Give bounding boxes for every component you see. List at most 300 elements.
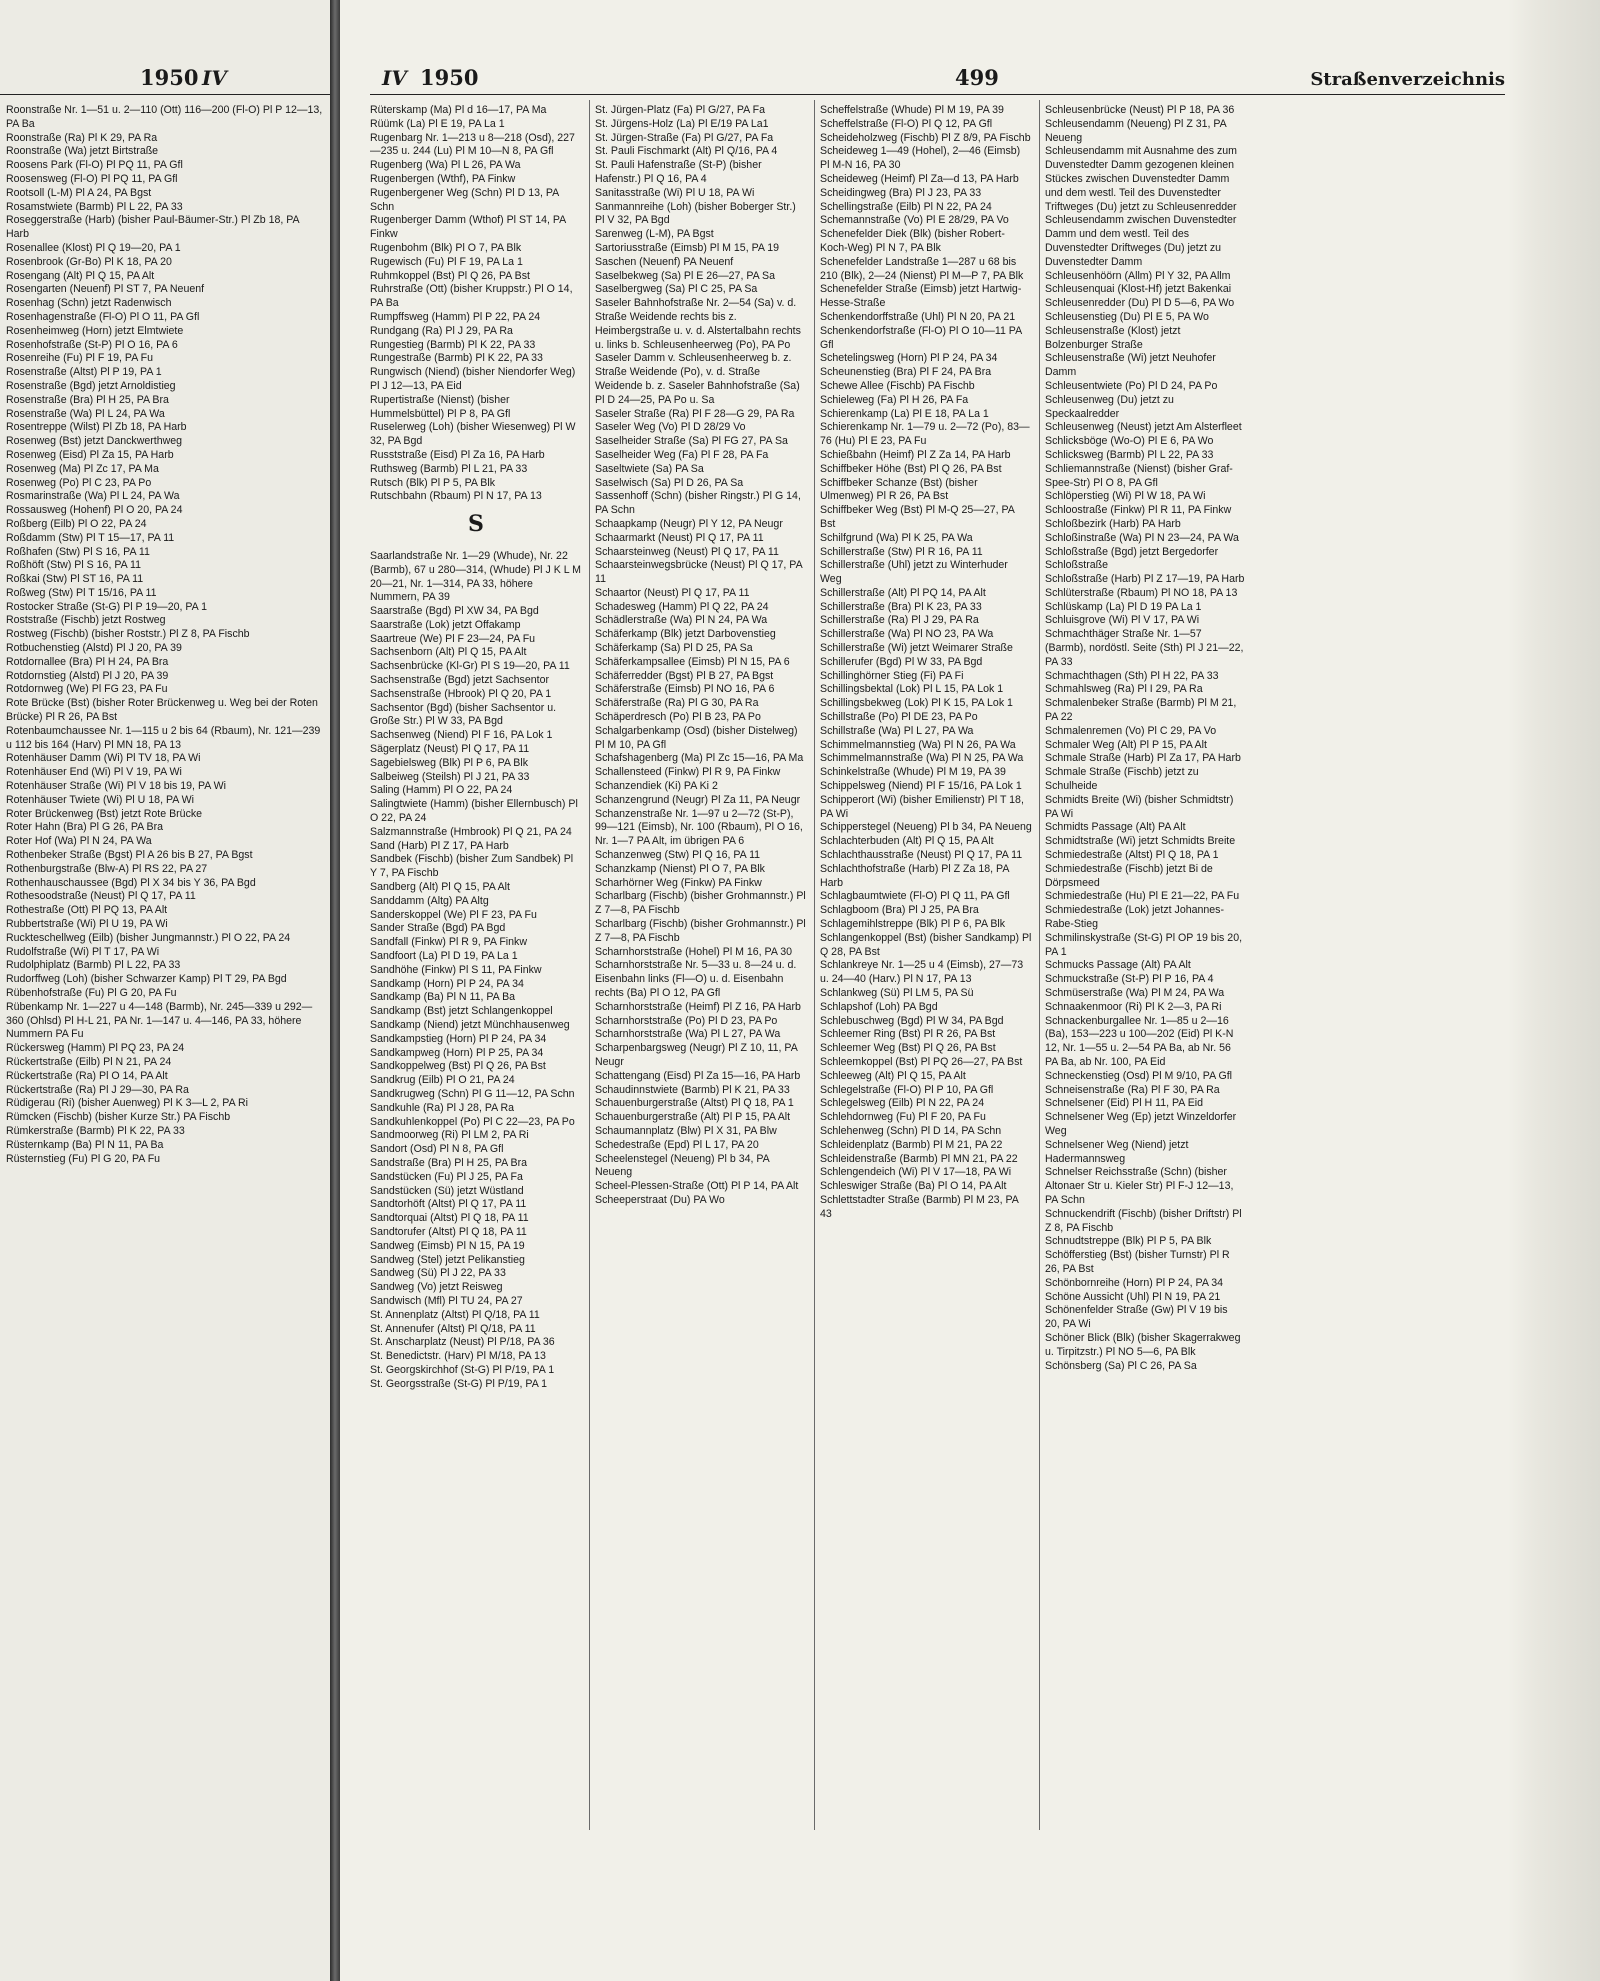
street-entry: Schlagbaumtwiete (Fl-O) Pl Q 11, PA Gfl [820, 890, 1010, 903]
street-entry: Sandtorhöft (Altst) Pl Q 17, PA 11 [370, 1198, 527, 1211]
street-entry: Sandstücken (Sü) jetzt Wüstland [370, 1184, 524, 1197]
column-2 [595, 104, 807, 1964]
street-entry: Schleusendamm (Neueng) Pl Z 31, PA Neueng [1045, 117, 1227, 144]
street-entry: Sandfoort (La) Pl D 19, PA La 1 [370, 950, 518, 963]
street-entry: Saseler Weg (Vo) Pl D 28/29 Vo [595, 421, 746, 434]
street-entry: Schleusenstieg (Du) Pl E 5, PA Wo [1045, 310, 1209, 323]
street-entry: Scheffelstraße (Whude) Pl M 19, PA 39 [820, 104, 1004, 116]
street-entry: Sanderskoppel (We) Pl F 23, PA Fu [370, 908, 537, 921]
street-entry: Rugenberger Damm (Wthof) Pl ST 14, PA Finkw [370, 214, 566, 241]
street-entry: Rosenstraße (Bgd) jetzt Arnoldistieg [6, 379, 176, 392]
street-entry: Schetelingsweg (Horn) Pl P 24, PA 34 [820, 352, 998, 365]
street-entry: Rudolphiplatz (Barmb) Pl L 22, PA 33 [6, 959, 181, 972]
column-1-entries-r [370, 104, 582, 504]
street-entry: Schlehdornweg (Fu) Pl F 20, PA Fu [820, 1111, 986, 1124]
street-entry: Schemannstraße (Vo) Pl E 28/29, PA Vo [820, 214, 1009, 227]
street-entry: Ruthsweg (Barmb) Pl L 21, PA 33 [370, 462, 528, 475]
street-entry: Sandweg (Sü) Pl J 22, PA 33 [370, 1267, 506, 1280]
street-entry: Schloßbezirk (Harb) PA Harb [1045, 517, 1181, 530]
street-entry: Saselheider Weg (Fa) Pl F 28, PA Fa [595, 448, 769, 461]
page-title: Straßenverzeichnis [1310, 69, 1505, 90]
street-entry: Schellingstraße (Eilb) Pl N 22, PA 24 [820, 200, 992, 213]
street-entry: Rugewisch (Fu) Pl F 19, PA La 1 [370, 255, 523, 268]
street-entry: Scharnhorststraße (Hohel) Pl M 16, PA 30 [595, 945, 793, 958]
street-entry: Rootsoll (L-M) Pl A 24, PA Bgst [6, 186, 152, 199]
street-entry: Rotenhäuser Straße (Wi) Pl V 18 bis 19, PA Wi [6, 780, 227, 793]
street-entry: Schäferkamp (Blk) jetzt Darbovenstieg [595, 628, 776, 641]
street-entry: Schmucks Passage (Alt) PA Alt [1045, 959, 1191, 972]
street-entry: Rüsternstieg (Fu) Pl G 20, PA Fu [6, 1152, 161, 1165]
street-entry: Schönsberg (Sa) Pl C 26, PA Sa [1045, 1359, 1197, 1372]
street-entry: Rüterskamp (Ma) Pl d 16—17, PA Ma [370, 104, 547, 116]
street-entry: Rutschbahn (Rbaum) Pl N 17, PA 13 [370, 490, 542, 503]
street-entry: Saartreue (We) Pl F 23—24, PA Fu [370, 632, 536, 645]
street-entry: Scheideholzweg (Fischb) Pl Z 8/9, PA Fischb [820, 131, 1031, 144]
street-entry: Rotenhäuser End (Wi) Pl V 19, PA Wi [6, 766, 182, 779]
street-entry: Schaartor (Neust) Pl Q 17, PA 11 [595, 586, 750, 599]
street-entry: Schloßinstraße (Wa) Pl N 23—24, PA Wa [1045, 531, 1239, 544]
street-entry: Schedestraße (Epd) Pl L 17, PA 20 [595, 1138, 759, 1151]
street-entry: Schieleweg (Fa) Pl H 26, PA Fa [820, 393, 969, 406]
street-entry: Sandstücken (Fu) Pl J 25, PA Fa [370, 1170, 523, 1183]
street-entry: Schneisenstraße (Ra) Pl F 30, PA Ra [1045, 1083, 1220, 1096]
street-entry: Schinkelstraße (Whude) Pl M 19, PA 39 [820, 766, 1006, 779]
street-entry: Rüümk (La) Pl E 19, PA La 1 [370, 117, 505, 130]
street-entry: Schloßstraße (Harb) Pl Z 17—19, PA Harb [1045, 573, 1245, 586]
street-entry: Scharlbarg (Fischb) (bisher Grohmannstr.) Pl Z 7—8, PA Fischb [595, 890, 806, 917]
street-entry: Ruckteschellweg (Eilb) (bisher Jungmannstr.) Pl O 22, PA 24 [6, 931, 291, 944]
street-entry: Schlicksböge (Wo-O) Pl E 6, PA Wo [1045, 435, 1214, 448]
street-entry: Sachsenborn (Alt) Pl Q 15, PA Alt [370, 646, 527, 659]
street-entry: Ruhrstraße (Ott) (bisher Kruppstr.) Pl O 14, PA Ba [370, 283, 573, 310]
street-entry: Sandkamp (Horn) Pl P 24, PA 34 [370, 977, 524, 990]
street-entry: Rothesoodstraße (Neust) Pl Q 17, PA 11 [6, 890, 196, 903]
street-entry: Rosenweg (Po) Pl C 23, PA Po [6, 476, 152, 489]
street-entry: Schillerstraße (Bra) Pl K 23, PA 33 [820, 600, 982, 613]
street-entry: St. Jürgens-Holz (La) Pl E/19 PA La1 [595, 117, 769, 130]
left-page [0, 0, 330, 1981]
street-entry: Rotenhäuser Damm (Wi) Pl TV 18, PA Wi [6, 752, 201, 765]
column-3 [820, 104, 1032, 1964]
street-entry: Roßkai (Stw) Pl ST 16, PA 11 [6, 573, 144, 586]
street-entry: Saselwisch (Sa) Pl D 26, PA Sa [595, 476, 744, 489]
street-entry: Schöner Blick (Blk) (bisher Skagerrakweg u. Tirpitzstr.) Pl NO 5—6, PA Blk [1045, 1331, 1241, 1358]
street-entry: Schnackenburgallee Nr. 1—85 u 2—16 (Ba), 153—223 u 100—202 (Eid) Pl K-N 12, Nr. 1—55 u. 2—54 PA Ba, ab Nr. 56 PA Ba, ab Nr. 100, PA Eid [1045, 1014, 1234, 1068]
street-entry: Sachsenbrücke (Kl-Gr) Pl S 19—20, PA 11 [370, 660, 570, 673]
street-entry: Schmüserstraße (Wa) Pl M 24, PA Wa [1045, 987, 1225, 999]
street-entry: Schafshagenberg (Ma) Pl Zc 15—16, PA Ma [595, 752, 804, 765]
street-entry: Schanzendiek (Ki) PA Ki 2 [595, 780, 718, 793]
street-entry: Schlöperstieg (Wi) Pl W 18, PA Wi [1045, 490, 1206, 503]
street-entry: Roßberg (Eilb) Pl O 22, PA 24 [6, 517, 147, 530]
street-entry: Schleidenstraße (Barmb) Pl MN 21, PA 22 [820, 1152, 1018, 1165]
street-entry: Sachsenstraße (Bgd) jetzt Sachsentor [370, 674, 550, 687]
street-entry: Schimmelmannstieg (Wa) Pl N 26, PA Wa [820, 738, 1016, 751]
street-entry: Rosengarten (Neuenf) Pl ST 7, PA Neuenf [6, 283, 205, 296]
street-entry: Roseggerstraße (Harb) (bisher Paul-Bäumer-Str.) Pl Zb 18, PA Harb [6, 214, 300, 241]
street-entry: Schlettstadter Straße (Barmb) Pl M 23, PA 43 [820, 1193, 1019, 1220]
street-entry: Schillingsbektal (Lok) Pl L 15, PA Lok 1 [820, 683, 1004, 696]
street-entry: Schanzenweg (Stw) Pl Q 16, PA 11 [595, 849, 761, 862]
street-entry: Schleemkoppel (Bst) Pl PQ 26—27, PA Bst [820, 1055, 1023, 1068]
street-entry: Rosenbrook (Gr-Bo) Pl K 18, PA 20 [6, 255, 172, 268]
street-entry: Schauenburgerstraße (Altst) Pl Q 18, PA 1 [595, 1097, 794, 1110]
street-entry: Schloostraße (Finkw) Pl R 11, PA Finkw [1045, 504, 1232, 517]
street-entry: Schloßstraße (Bgd) jetzt Bergedorfer Schloßstraße [1045, 545, 1219, 572]
street-entry: Schillerufer (Bgd) Pl W 33, PA Bgd [820, 655, 983, 668]
street-entry: Schädlerstraße (Wa) Pl N 24, PA Wa [595, 614, 768, 627]
street-entry: Rückertstraße (Ra) Pl J 29—30, PA Ra [6, 1083, 189, 1096]
street-entry: Schnelsener Weg (Ep) jetzt Winzeldorfer Weg [1045, 1111, 1237, 1137]
street-entry: Schlagemihlstreppe (Blk) Pl P 6, PA Blk [820, 918, 1006, 931]
street-entry: Schmidtstraße (Wi) jetzt Schmidts Breite [1045, 835, 1236, 848]
street-entry: Rumpffsweg (Hamm) Pl P 22, PA 24 [370, 310, 541, 323]
street-entry: Schlankweg (Sü) Pl LM 5, PA Sü [820, 987, 974, 999]
street-entry: Rossausweg (Hohenf) Pl O 20, PA 24 [6, 504, 183, 517]
street-entry: Roßweg (Stw) Pl T 15/16, PA 11 [6, 586, 157, 599]
street-entry: Rotdornstieg (Alstd) Pl J 20, PA 39 [6, 669, 169, 682]
street-entry: Schaapkamp (Neugr) Pl Y 12, PA Neugr [595, 517, 783, 530]
street-entry: Schlangenkoppel (Bst) (bisher Sandkamp) Pl Q 28, PA Bst [820, 931, 1032, 958]
street-entry: Sanitasstraße (Wi) Pl U 18, PA Wi [595, 186, 755, 199]
street-entry: Schenefelder Straße (Eimsb) jetzt Hartwig-Hesse-Straße [820, 283, 1022, 310]
street-entry: Rosenstraße (Wa) Pl L 24, PA Wa [6, 407, 165, 420]
street-entry: Rothenburgstraße (Blw-A) Pl RS 22, PA 27 [6, 862, 208, 875]
street-entry: Rübenhofstraße (Fu) Pl G 20, PA Fu [6, 987, 177, 999]
street-entry: Sandkamp (Ba) Pl N 11, PA Ba [370, 991, 516, 1004]
street-entry: Schillinghörner Stieg (Fi) PA Fi [820, 669, 964, 682]
street-entry: Schnudtstreppe (Blk) Pl P 5, PA Blk [1045, 1235, 1212, 1248]
street-entry: Sanmannreihe (Loh) (bisher Boberger Str.) Pl V 32, PA Bgd [595, 200, 796, 227]
street-entry: Sandstraße (Bra) Pl H 25, PA Bra [370, 1156, 528, 1169]
street-entry: Roonstraße (Wa) jetzt Birtstraße [6, 145, 159, 158]
street-entry: Schlehenweg (Schn) Pl D 14, PA Schn [820, 1124, 1002, 1137]
street-entry: Sandkamp (Bst) jetzt Schlangenkoppel [370, 1005, 553, 1018]
street-entry: Sanddamm (Altg) PA Altg [370, 894, 489, 907]
street-entry: Rostweg (Fischb) (bisher Roststr.) Pl Z 8, PA Fischb [6, 628, 250, 641]
street-entry: Schlachthausstraße (Neust) Pl Q 17, PA 11 [820, 849, 1023, 862]
street-entry: Saseler Straße (Ra) Pl F 28—G 29, PA Ra [595, 407, 795, 420]
street-entry: Rugenberg (Wa) Pl L 26, PA Wa [370, 159, 521, 172]
street-entry: Rosenstraße (Bra) Pl H 25, PA Bra [6, 393, 169, 406]
street-entry: Rückersweg (Hamm) Pl PQ 23, PA 24 [6, 1042, 185, 1055]
street-entry: Scheideweg 1—49 (Hohel), 2—46 (Eimsb) Pl M-N 16, PA 30 [820, 145, 1021, 172]
street-entry: Schäferkampsallee (Eimsb) Pl N 15, PA 6 [595, 655, 790, 668]
street-entry: Rosamstwiete (Barmb) Pl L 22, PA 33 [6, 200, 183, 213]
street-entry: Schleidenplatz (Barmb) Pl M 21, PA 22 [820, 1138, 1003, 1151]
street-entry: Rothestraße (Ott) Pl PQ 13, PA Alt [6, 904, 168, 917]
street-entry: Schenkendorffstraße (Uhl) Pl N 20, PA 21 [820, 310, 1016, 323]
street-entry: Schnelser Reichsstraße (Schn) (bisher Altonaer Str u. Kieler Str) Pl F-J 12—13, PA Schn [1045, 1166, 1234, 1206]
street-entry: St. Anscharplatz (Neust) Pl P/18, PA 36 [370, 1336, 555, 1349]
street-entry: Sandweg (Vo) jetzt Reisweg [370, 1281, 503, 1294]
street-entry: Rothenhauschaussee (Bgd) Pl X 34 bis Y 36, PA Bgd [6, 876, 256, 889]
street-entry: Saselheider Straße (Sa) Pl FG 27, PA Sa [595, 435, 788, 448]
street-entry: Schaarsteinweg (Neust) Pl Q 17, PA 11 [595, 545, 779, 558]
street-entry: Sandtorquai (Altst) Pl Q 18, PA 11 [370, 1212, 529, 1225]
street-entry: Rückertstraße (Eilb) Pl N 21, PA 24 [6, 1055, 172, 1068]
street-entry: Schlachterbuden (Alt) Pl Q 15, PA Alt [820, 835, 994, 848]
street-entry: Schlachthofstraße (Harb) Pl Z Za 18, PA Harb [820, 862, 1009, 889]
street-entry: Rüsternkamp (Ba) Pl N 11, PA Ba [6, 1138, 164, 1151]
street-entry: Roter Hahn (Bra) Pl G 26, PA Bra [6, 821, 164, 834]
street-entry: St. Georgskirchhof (St-G) Pl P/19, PA 1 [370, 1363, 555, 1376]
street-entry: Schleusenweg (Du) jetzt zu Speckaalredder [1045, 393, 1174, 420]
street-entry: Schleusendamm zwischen Duvenstedter Damm und dem westl. Teil des Duvenstedter Driftweges (Du) jetzt zu Duvenstedter Damm [1045, 214, 1237, 268]
street-entry: Schaudinnstwiete (Barmb) Pl K 21, PA 33 [595, 1083, 790, 1096]
left-page-header [0, 58, 330, 95]
street-entry: Rosenreihe (Fu) Pl F 19, PA Fu [6, 352, 153, 365]
street-entry: Schmiedestraße (Altst) Pl Q 18, PA 1 [1045, 849, 1219, 862]
street-entry: Rungestraße (Barmb) Pl K 22, PA 33 [370, 352, 543, 365]
street-entry: Sandberg (Alt) Pl Q 15, PA Alt [370, 881, 510, 894]
street-entry: Scharhörner Weg (Finkw) PA Finkw [595, 876, 762, 889]
street-entry: Roßhöft (Stw) Pl S 16, PA 11 [6, 559, 142, 572]
street-entry: Schillerstraße (Wa) Pl NO 23, PA Wa [820, 628, 994, 641]
street-entry: Sandort (Osd) Pl N 8, PA Gfl [370, 1143, 504, 1156]
street-entry: Schillingsbekweg (Lok) Pl K 15, PA Lok 1 [820, 697, 1013, 710]
street-entry: Schleusenquai (Klost-Hf) jetzt Bakenkai [1045, 283, 1232, 296]
street-entry: Schleusenstraße (Wi) jetzt Neuhofer Damm [1045, 352, 1216, 379]
street-entry: Rotdornallee (Bra) Pl H 24, PA Bra [6, 655, 169, 668]
street-entry: Ruhmkoppel (Bst) Pl Q 26, PA Bst [370, 269, 530, 282]
street-entry: Schleusendamm mit Ausnahme des zum Duvenstedter Damm gezogenen kleinen Stückes zwischen Duvenstedter Damm und dem westl. Teil des Duvenstedter Triftweges (Du) jetzt zu Schleusenredder [1045, 145, 1237, 213]
street-entry: Schewe Allee (Fischb) PA Fischb [820, 379, 975, 392]
street-entry: Schipperort (Wi) (bisher Emilienstr) Pl T 18, PA Wi [820, 793, 1024, 820]
street-entry: Sachsenweg (Niend) Pl F 16, PA Lok 1 [370, 729, 553, 742]
street-entry: Rosenweg (Eisd) Pl Za 15, PA Harb [6, 448, 174, 461]
street-entry: Schiffbeker Schanze (Bst) (bisher Ulmenweg) Pl R 26, PA Bst [820, 476, 978, 503]
street-entry: Schenefelder Diek (Blk) (bisher Robert-Koch-Weg) Pl N 7, PA Blk [820, 228, 1005, 254]
street-entry: Saseler Bahnhofstraße Nr. 2—54 (Sa) v. d. Straße Weidende rechts bis z. Heimbergstraße u. v. d. Alstertalbahn rechts u. links b. Schleusenheerweg (Po), PA Po [595, 297, 801, 351]
street-entry: Sandkampweg (Horn) Pl P 25, PA 34 [370, 1046, 544, 1059]
street-entry: Schnuckendrift (Fischb) (bisher Driftstr) Pl Z 8, PA Fischb [1045, 1207, 1242, 1234]
street-entry: Schierenkamp Nr. 1—79 u. 2—72 (Po), 83—76 (Hu) Pl E 23, PA Fu [820, 421, 1030, 448]
street-entry: Schlegelstraße (Fl-O) Pl P 10, PA Gfl [820, 1083, 994, 1096]
street-entry: Schaumannplatz (Blw) Pl X 31, PA Blw [595, 1124, 777, 1137]
street-entry: Schäferstraße (Eimsb) Pl NO 16, PA 6 [595, 683, 775, 696]
street-entry: Schäferstraße (Ra) Pl G 30, PA Ra [595, 697, 759, 710]
street-entry: Schmachthäger Straße Nr. 1—57 (Barmb), nordöstl. Seite (Sth) Pl J 21—22, PA 33 [1045, 628, 1244, 668]
street-entry: Schallensteed (Finkw) Pl R 9, PA Finkw [595, 766, 781, 779]
street-entry: Schäferkamp (Sa) Pl D 25, PA Sa [595, 642, 753, 655]
street-entry: Schmuckstraße (St-P) Pl P 16, PA 4 [1045, 973, 1214, 986]
street-entry: Schanzengrund (Neugr) Pl Za 11, PA Neugr [595, 793, 801, 806]
street-entry: Rungwisch (Niend) (bisher Niendorfer Weg) Pl J 12—13, PA Eid [370, 366, 576, 392]
street-entry: Saarstraße (Lok) jetzt Offakamp [370, 618, 521, 631]
street-entry: Schmahlsweg (Ra) Pl I 29, PA Ra [1045, 683, 1203, 696]
street-entry: Schliemannstraße (Nienst) (bisher Graf-Spee-Str) Pl O 8, PA Gfl [1045, 462, 1233, 489]
street-entry: Rosentreppe (Wilst) Pl Zb 18, PA Harb [6, 421, 187, 434]
street-entry: Schmidts Passage (Alt) PA Alt [1045, 821, 1186, 834]
street-entry: Schmale Straße (Harb) Pl Za 17, PA Harb [1045, 752, 1241, 765]
left-header-roman: IV [202, 66, 227, 90]
street-entry: Schillerstraße (Wi) jetzt Weimarer Straße [820, 642, 1013, 655]
street-entry: Sarenweg (L-M), PA Bgst [595, 228, 714, 241]
street-entry: Roßdamm (Stw) Pl T 15—17, PA 11 [6, 531, 175, 544]
street-entry: Schillstraße (Wa) Pl L 27, PA Wa [820, 724, 974, 737]
street-entry: Saselbergweg (Sa) Pl C 25, PA Sa [595, 283, 758, 296]
street-entry: Rundgang (Ra) Pl J 29, PA Ra [370, 324, 513, 337]
street-entry: Schmale Straße (Fischb) jetzt zu Schulheide [1045, 766, 1199, 793]
street-entry: Schlankreye Nr. 1—25 u 4 (Eimsb), 27—73 u. 24—40 (Harv.) Pl N 17, PA 13 [820, 959, 1024, 986]
street-entry: Rothenbeker Straße (Bgst) Pl A 26 bis B 27, PA Bgst [6, 849, 253, 862]
street-entry: Saarstraße (Bgd) Pl XW 34, PA Bgd [370, 605, 539, 618]
street-entry: Sandkoppelweg (Bst) Pl Q 26, PA Bst [370, 1060, 546, 1073]
page-number: 499 [955, 65, 999, 90]
street-entry: Schiffbeker Höhe (Bst) Pl Q 26, PA Bst [820, 462, 1002, 475]
column-divider [589, 100, 590, 1830]
street-entry: Sandweg (Eimsb) Pl N 15, PA 19 [370, 1239, 525, 1252]
street-entry: Schauenburgerstraße (Alt) Pl P 15, PA Alt [595, 1111, 791, 1124]
street-entry: St. Jürgen-Straße (Fa) Pl G/27, PA Fa [595, 131, 774, 144]
street-entry: Rusststraße (Eisd) Pl Za 16, PA Harb [370, 448, 545, 461]
street-entry: Saselbekweg (Sa) Pl E 26—27, PA Sa [595, 269, 775, 282]
street-entry: Sachsenstraße (Hbrook) Pl Q 20, PA 1 [370, 687, 552, 700]
street-entry: Rubbertstraße (Wi) Pl U 19, PA Wi [6, 918, 168, 931]
street-entry: Schleusenredder (Du) Pl D 5—6, PA Wo [1045, 297, 1235, 310]
street-entry: Schäferredder (Bgst) Pl B 27, PA Bgst [595, 669, 774, 682]
street-entry: Roonstraße (Ra) Pl K 29, PA Ra [6, 131, 158, 144]
street-entry: Scheeperstraat (Du) PA Wo [595, 1193, 725, 1206]
street-entry: Schmalenremen (Vo) Pl C 29, PA Vo [1045, 724, 1217, 737]
street-entry: Rotdornweg (We) Pl FG 23, PA Fu [6, 683, 168, 696]
street-entry: Schleusenhöörn (Allm) Pl Y 32, PA Allm [1045, 269, 1231, 282]
street-entry: Rugenbergener Weg (Schn) Pl D 13, PA Schn [370, 186, 559, 213]
street-entry: Roststraße (Fischb) jetzt Rostweg [6, 614, 166, 627]
street-entry: Sartoriusstraße (Eimsb) Pl M 15, PA 19 [595, 241, 780, 254]
street-entry: Schmalenbeker Straße (Barmb) Pl M 21, PA 22 [1045, 697, 1237, 724]
street-entry: Schlapshof (Loh) PA Bgd [820, 1000, 938, 1013]
street-entry: Rotenbaumchaussee Nr. 1—115 u 2 bis 64 (Rbaum), Nr. 121—239 u 112 bis 164 (Harv) Pl MN 18, PA 13 [6, 724, 321, 751]
book-gutter [330, 0, 340, 1981]
left-header-year: 1950 [140, 65, 199, 90]
street-entry: Schillerstraße (Ra) Pl J 29, PA Ra [820, 614, 979, 627]
street-entry: Scharnhorststraße (Heimf) Pl Z 16, PA Harb [595, 1000, 801, 1013]
street-entry: Schleswiger Straße (Ba) Pl O 14, PA Alt [820, 1180, 1007, 1193]
street-entry: St. Annenufer (Altst) Pl Q/18, PA 11 [370, 1322, 536, 1335]
street-entry: Schleusenweg (Neust) jetzt Am Alsterfleet [1045, 421, 1242, 434]
street-entry: Schillstraße (Po) Pl DE 23, PA Po [820, 711, 978, 724]
street-entry: Salzmannstraße (Hmbrook) Pl Q 21, PA 24 [370, 825, 572, 838]
street-entry: Scheel-Plessen-Straße (Ott) Pl P 14, PA Alt [595, 1180, 799, 1193]
street-entry: St. Georgsstraße (St-G) Pl P/19, PA 1 [370, 1377, 548, 1390]
street-entry: Scharpenbargsweg (Neugr) Pl Z 10, 11, PA Neugr [595, 1042, 798, 1068]
street-entry: Schanzkamp (Nienst) Pl O 7, PA Blk [595, 862, 765, 875]
street-entry: Rote Brücke (Bst) (bisher Roter Brückenweg u. Weg bei der Roten Brücke) Pl R 26, PA Bst [6, 697, 318, 724]
street-entry: Rosenstraße (Altst) Pl P 19, PA 1 [6, 366, 162, 379]
street-entry: Sandfall (Finkw) Pl R 9, PA Finkw [370, 936, 527, 949]
street-entry: Schießbahn (Heimf) Pl Z Za 14, PA Harb [820, 448, 1011, 461]
street-entry: Schlicksweg (Barmb) Pl L 22, PA 33 [1045, 448, 1214, 461]
street-entry: Rübenkamp Nr. 1—227 u 4—148 (Barmb), Nr. 245—339 u 292—360 (Ohlsd) Pl H-L 21, PA Nr. 1—147 u. 4—146, PA 33, höhere Nummern PA Fu [6, 1000, 313, 1041]
column-divider [1039, 100, 1040, 1830]
street-entry: Schnelsener Weg (Niend) jetzt Hadermannsweg [1045, 1138, 1189, 1165]
street-entry: Schäperdresch (Po) Pl B 23, PA Po [595, 711, 761, 724]
street-entry: Schönbornreihe (Horn) Pl P 24, PA 34 [1045, 1276, 1224, 1289]
street-entry: Schenkendorfstraße (Fl-O) Pl O 10—11 PA Gfl [820, 324, 1022, 351]
street-entry: Schleemer Ring (Bst) Pl R 26, PA Bst [820, 1028, 996, 1041]
street-entry: Saarlandstraße Nr. 1—29 (Whude), Nr. 22 (Barmb), 67 u 280—314, (Whude) Pl J K L M 20—21, Nr. 1—314, PA 33, höhere Nummern, PA 39 [370, 549, 581, 604]
street-entry: Sandtorufer (Altst) Pl Q 18, PA 11 [370, 1225, 527, 1238]
street-entry: Rugenbarg Nr. 1—213 u 8—218 (Osd), 227—235 u. 244 (Lu) Pl M 10—N 8, PA Gfl [370, 131, 575, 158]
right-header-year: 1950 [420, 65, 479, 90]
street-entry: Schillerstraße (Stw) Pl R 16, PA 11 [820, 545, 983, 558]
column-4 [1045, 104, 1245, 1964]
street-entry: Schiffbeker Weg (Bst) Pl M-Q 25—27, PA Bst [820, 504, 1015, 530]
street-entry: Schleemer Weg (Bst) Pl Q 26, PA Bst [820, 1042, 996, 1055]
street-entry: Rugenbohm (Blk) Pl O 7, PA Blk [370, 241, 522, 254]
street-entry: Schierenkamp (La) Pl E 18, PA La 1 [820, 407, 989, 420]
street-entry: Sand (Harb) Pl Z 17, PA Harb [370, 839, 509, 852]
street-entry: Salbeiweg (Steilsh) Pl J 21, PA 33 [370, 770, 530, 783]
street-entry: Schattengang (Eisd) Pl Za 15—16, PA Harb [595, 1069, 801, 1082]
street-entry: Schleusenbrücke (Neust) Pl P 18, PA 36 [1045, 104, 1235, 116]
street-entry: Roter Hof (Wa) Pl N 24, PA Wa [6, 835, 152, 848]
street-entry: Sandkuhle (Ra) Pl J 28, PA Ra [370, 1101, 515, 1114]
street-entry: St. Pauli Fischmarkt (Alt) Pl Q/16, PA 4 [595, 145, 778, 158]
street-entry: Rümkerstraße (Barmb) Pl K 22, PA 33 [6, 1124, 185, 1137]
street-entry: Saschen (Neuenf) PA Neuenf [595, 255, 734, 268]
street-entry: Schluisgrove (Wi) Pl V 17, PA Wi [1045, 614, 1200, 627]
street-entry: Rüdigerau (Ri) (bisher Auenweg) Pl K 3—L 2, PA Ri [6, 1097, 248, 1110]
right-page [340, 0, 1600, 1981]
street-entry: Scheideweg (Heimf) Pl Za—d 13, PA Harb [820, 172, 1019, 185]
street-entry: Sandmoorweg (Ri) Pl LM 2, PA Ri [370, 1129, 529, 1142]
street-entry: Schöfferstieg (Bst) (bisher Turnstr) Pl R 26, PA Bst [1045, 1249, 1230, 1275]
street-entry: Schleusenstraße (Klost) jetzt Bolzenburger Straße [1045, 324, 1181, 351]
street-entry: Ruselerweg (Loh) (bisher Wiesenweg) Pl W 32, PA Bgd [370, 421, 576, 448]
street-entry: Schönenfelder Straße (Gw) Pl V 19 bis 20, PA Wi [1045, 1304, 1228, 1331]
left-page-column [6, 104, 324, 1964]
street-entry: Roßhafen (Stw) Pl S 16, PA 11 [6, 545, 150, 558]
street-entry: Rotbuchenstieg (Alstd) Pl J 20, PA 39 [6, 642, 182, 655]
street-entry: Schmiedestraße (Fischb) jetzt Bi de Dörpsmeed [1045, 862, 1213, 889]
street-entry: Roonstraße Nr. 1—51 u. 2—110 (Ott) 116—200 (Fl-O) Pl P 12—13, PA Ba [6, 104, 323, 130]
street-entry: Sandkampstieg (Horn) Pl P 24, PA 34 [370, 1032, 547, 1045]
street-entry: Schillerstraße (Uhl) jetzt zu Winterhuder Weg [820, 559, 1008, 586]
street-entry: Rosenallee (Klost) Pl Q 19—20, PA 1 [6, 241, 181, 254]
right-page-header [370, 58, 1505, 95]
street-entry: Saling (Hamm) Pl O 22, PA 24 [370, 784, 513, 797]
street-entry: St. Annenplatz (Altst) Pl Q/18, PA 11 [370, 1308, 540, 1321]
street-entry: Schmiedestraße (Lok) jetzt Johannes-Rabe-Stieg [1045, 904, 1224, 931]
street-entry: Rutsch (Blk) Pl P 5, PA Blk [370, 476, 496, 489]
street-entry: Schmilinskystraße (St-G) Pl OP 19 bis 20, PA 1 [1045, 931, 1243, 958]
street-entry: Sandweg (Stel) jetzt Pelikanstieg [370, 1253, 525, 1266]
street-entry: Schlüterstraße (Rbaum) Pl NO 18, PA 13 [1045, 586, 1238, 599]
street-entry: Sandkrug (Eilb) Pl O 21, PA 24 [370, 1074, 515, 1087]
street-entry: Sandkamp (Niend) jetzt Münchhausenweg [370, 1019, 570, 1031]
street-entry: Schanzenstraße Nr. 1—97 u 2—72 (St-P), 99—121 (Eimsb), Nr. 100 (Rbaum), Pl O 16, Nr. 1—7 PA Alt, im übrigen PA 6 [595, 807, 803, 848]
street-entry: Schmaler Weg (Alt) Pl P 15, PA Alt [1045, 738, 1207, 751]
street-entry: Schenefelder Landstraße 1—287 u 68 bis 210 (Blk), 2—24 (Nienst) Pl M—P 7, PA Blk [820, 255, 1024, 282]
page-edge [1508, 0, 1600, 1981]
right-header-roman: IV [382, 66, 407, 90]
street-entry: Salingtwiete (Hamm) (bisher Ellernbusch) Pl O 22, PA 24 [370, 798, 578, 825]
street-entry: Roosensweg (Fl-O) Pl PQ 11, PA Gfl [6, 172, 178, 185]
street-entry: Roter Brückenweg (Bst) jetzt Rote Brücke [6, 807, 203, 820]
street-entry: Schlebuschweg (Bgd) Pl W 34, PA Bgd [820, 1014, 1004, 1027]
street-entry: St. Jürgen-Platz (Fa) Pl G/27, PA Fa [595, 104, 765, 116]
column-1-entries-s [370, 550, 582, 1392]
street-entry: Scharlbarg (Fischb) (bisher Grohmannstr.) Pl Z 7—8, PA Fischb [595, 918, 806, 944]
street-entry: Rungestieg (Barmb) Pl K 22, PA 33 [370, 338, 536, 351]
street-entry: Schillerstraße (Alt) Pl PQ 14, PA Alt [820, 586, 986, 599]
street-entry: St. Benedictstr. (Harv) Pl M/18, PA 13 [370, 1350, 546, 1363]
street-entry: Schlegelsweg (Eilb) Pl N 22, PA 24 [820, 1097, 985, 1110]
street-entry: Sander Straße (Bgd) PA Bgd [370, 922, 506, 935]
